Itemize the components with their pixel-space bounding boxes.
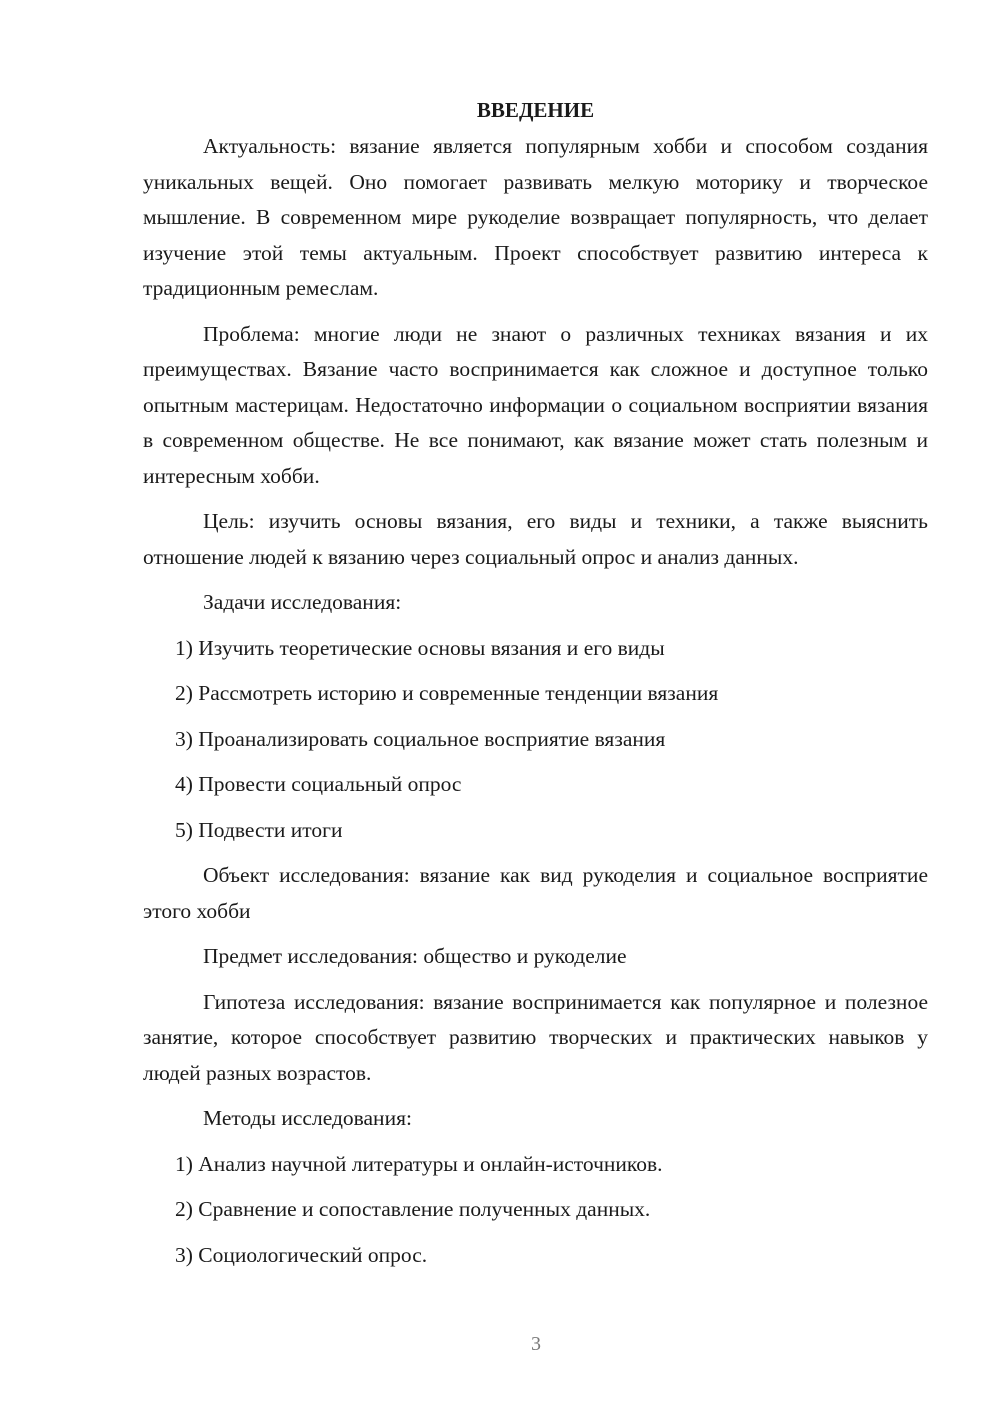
method-item: 3) Социологический опрос.: [175, 1242, 428, 1267]
problem-paragraph: Проблема: многие люди не знают о различных техниках вязания и их преимуществах. Вязание часто воспринимается как сложное и доступное только опытным мастерицам. Недостаточно информации о социальном восприятии вязания в современном обществе. Не все понимают, как вязание может стать полезным и интересным хобби.: [143, 321, 928, 488]
task-item: 3) Проанализировать социальное восприятие вязания: [175, 726, 666, 751]
tasks-heading: Задачи исследования:: [203, 590, 402, 614]
page-title: ВВЕДЕНИЕ: [476, 98, 595, 122]
goal-paragraph: Цель: изучить основы вязания, его виды и техники, а также выяснить отношение людей к вязанию через социальный опрос и анализ данных.: [143, 509, 928, 569]
task-item: 4) Провести социальный опрос: [175, 772, 462, 796]
object-paragraph: Объект исследования: вязание как вид рукоделия и социальное восприятие этого хобби: [143, 863, 928, 923]
method-item: 2) Сравнение и сопоставление полученных данных.: [175, 1197, 651, 1221]
task-item: 1) Изучить теоретические основы вязания и его виды: [175, 635, 665, 660]
document-page: [143, 95, 928, 1283]
subject-paragraph: Предмет исследования: общество и рукоделие: [203, 944, 627, 968]
page-number: 3: [531, 1333, 541, 1355]
relevance-paragraph: Актуальность: вязание является популярным хобби и способом создания уникальных вещей. Оно помогает развивать мелкую моторику и творческое мышление. В современном мире рукоделие возвращает популярность, что делает изучение этой темы актуальным. Проект способствует развитию интереса к традиционным ремеслам.: [143, 134, 928, 300]
hypothesis-paragraph: Гипотеза исследования: вязание воспринимается как популярное и полезное занятие, которое способствует развитию творческих и практических навыков у людей разных возрастов.: [143, 989, 928, 1085]
methods-heading: Методы исследования:: [203, 1106, 412, 1130]
method-item: 1) Анализ научной литературы и онлайн-источников.: [175, 1151, 663, 1176]
task-item: 2) Рассмотреть историю и современные тенденции вязания: [175, 681, 719, 705]
task-item: 5) Подвести итоги: [175, 817, 343, 842]
